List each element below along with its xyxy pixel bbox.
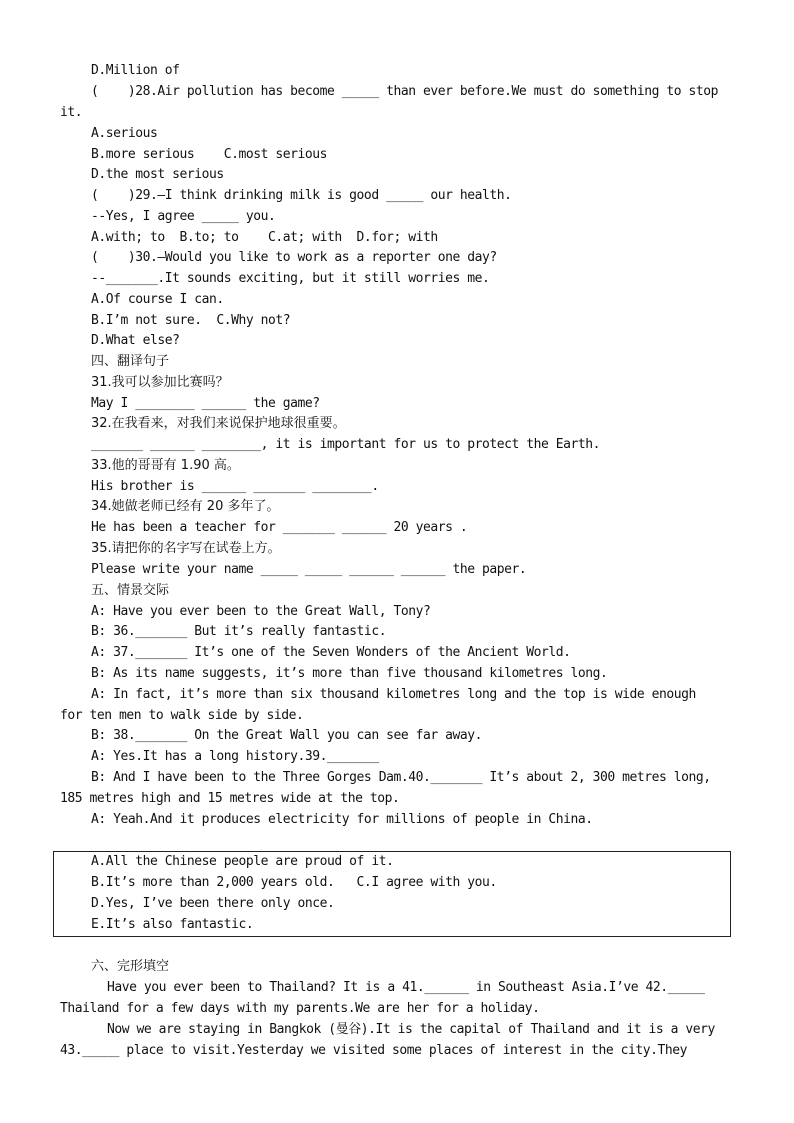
dialog-line: B: As its name suggests, it’s more than five thousand kilometres long.	[91, 666, 608, 681]
dialog-line: A: Yeah.And it produces electricity for millions of people in China.	[91, 812, 593, 827]
q29-reply: --Yes, I agree _____ you.	[91, 209, 276, 224]
dialog-line: A: Have you ever been to the Great Wall, Tony?	[91, 604, 431, 619]
q30-options-bc: B.I’m not sure. C.Why not?	[91, 313, 291, 328]
q33-english: His brother is ______ _______ ________.	[91, 479, 379, 494]
q30-stem: ( )30.–Would you like to work as a reporter one day?	[91, 250, 497, 265]
q28-option-d: D.the most serious	[91, 167, 224, 182]
q31-chinese: 31.我可以参加比赛吗？	[91, 375, 229, 390]
dialog-line: A: Yes.It has a long history.39._______	[91, 749, 379, 764]
section-4-heading: 四、翻译句子	[91, 354, 170, 369]
dialog-option: A.All the Chinese people are proud of it.	[91, 854, 394, 869]
dialog-line: B: And I have been to the Three Gorges Dam.40._______ It’s about 2, 300 metres long,	[91, 770, 711, 785]
section-6-heading: 六、完形填空	[91, 959, 170, 974]
q28-options-bc: B.more serious C.most serious	[91, 147, 328, 162]
dialog-option: D.Yes, I’ve been there only once.	[91, 896, 335, 911]
q32-chinese: 32.在我看来，对我们来说保护地球很重要。	[91, 416, 346, 431]
dialog-option: E.It’s also fantastic.	[91, 917, 254, 932]
dialog-line-cont: for ten men to walk side by side.	[60, 708, 304, 723]
q33-chinese: 33.他的哥哥有 1.90 高。	[91, 458, 240, 473]
dialog-option: B.It’s more than 2,000 years old. C.I agree with you.	[91, 875, 497, 890]
q35-english: Please write your name _____ _____ ______ ______ the paper.	[91, 562, 527, 577]
q29-options: A.with; to B.to; to C.at; with D.for; with	[91, 230, 438, 245]
q35-chinese: 35.请把你的名字写在试卷上方。	[91, 541, 281, 556]
q31-english: May I ________ ______ the game?	[91, 396, 320, 411]
q27-option-d: D.Million of	[91, 63, 180, 78]
q30-option-a: A.Of course I can.	[91, 292, 224, 307]
q34-chinese: 34.她做老师已经有 20 多年了。	[91, 499, 280, 514]
cloze-line: Have you ever been to Thailand? It is a 41.______ in Southeast Asia.I’ve 42._____	[107, 980, 705, 995]
dialog-line: B: 36._______ But it’s really fantastic.	[91, 624, 387, 639]
q30-reply: --_______.It sounds exciting, but it still worries me.	[91, 271, 490, 286]
dialog-line: A: In fact, it’s more than six thousand kilometres long and the top is wide enough	[91, 687, 696, 702]
q32-english: _______ ______ ________, it is important for us to protect the Earth.	[91, 437, 600, 452]
cloze-line: Thailand for a few days with my parents.We are her for a holiday.	[60, 1001, 540, 1016]
section-5-heading: 五、情景交际	[91, 583, 170, 598]
q28-stem-cont: it.	[60, 105, 83, 120]
dialog-line-cont: 185 metres high and 15 metres wide at the top.	[60, 791, 400, 806]
cloze-line: 43._____ place to visit.Yesterday we visited some places of interest in the city.They	[60, 1043, 688, 1058]
dialog-line: B: 38._______ On the Great Wall you can see far away.	[91, 728, 482, 743]
q34-english: He has been a teacher for _______ ______ 20 years .	[91, 520, 468, 535]
dialog-line: A: 37._______ It’s one of the Seven Wonders of the Ancient World.	[91, 645, 571, 660]
q28-option-a: A.serious	[91, 126, 158, 141]
cloze-line: Now we are staying in Bangkok (曼谷).It is the capital of Thailand and it is a very	[107, 1022, 715, 1037]
q29-stem: ( )29.–I think drinking milk is good _____ our health.	[91, 188, 512, 203]
q28-stem: ( )28.Air pollution has become _____ than ever before.We must do something to stop	[91, 84, 719, 99]
q30-option-d: D.What else?	[91, 333, 180, 348]
